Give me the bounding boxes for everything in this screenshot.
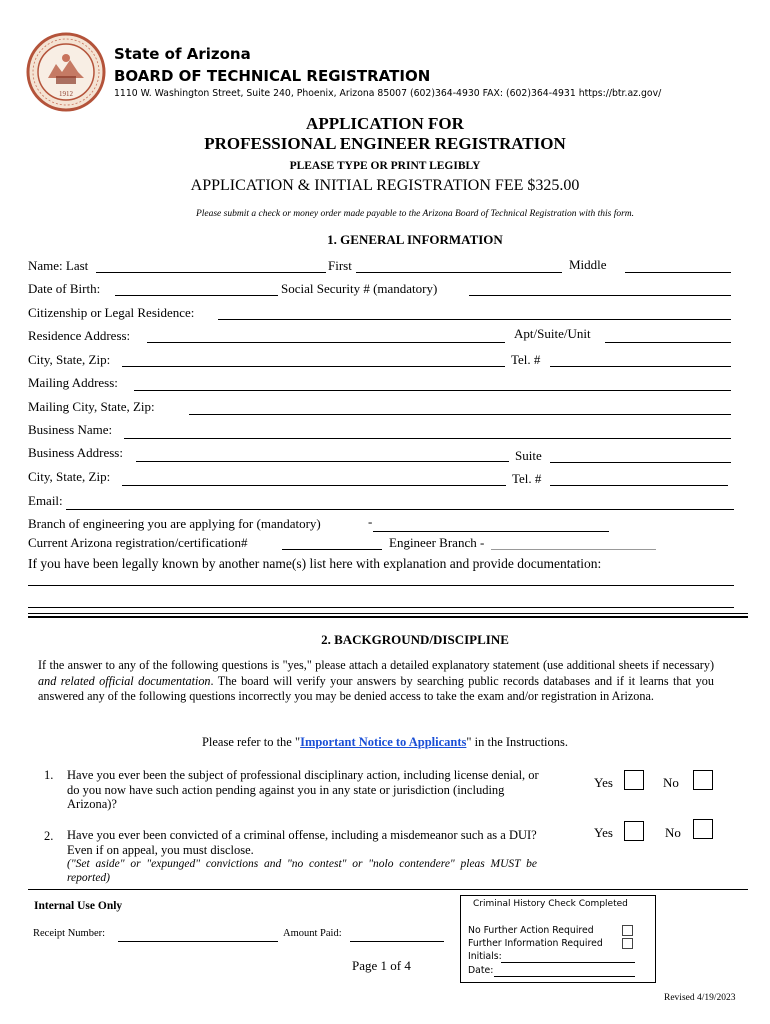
city-label: City, State, Zip: xyxy=(28,352,111,367)
section2-intro xyxy=(38,658,714,705)
q2-number: 2. xyxy=(44,829,54,843)
apt-field[interactable] xyxy=(605,328,731,343)
mailing-address-label: Mailing Address: xyxy=(28,375,118,390)
no-further-action-checkbox[interactable] xyxy=(622,925,633,936)
seal-year: 1912 xyxy=(59,90,73,98)
name-middle-field[interactable] xyxy=(625,258,731,273)
fee-line: APPLICATION & INITIAL REGISTRATION FEE $325.00 xyxy=(190,177,580,194)
q2-no-label: No xyxy=(665,825,681,840)
mailing-city-label: Mailing City, State, Zip: xyxy=(28,399,155,414)
criminal-history-title: Criminal History Check Completed xyxy=(473,899,628,909)
internal-divider xyxy=(28,889,748,890)
amount-paid-label: Amount Paid: xyxy=(283,928,342,939)
city-field[interactable] xyxy=(122,352,505,367)
residence-field[interactable] xyxy=(147,328,505,343)
business-city-label: City, State, Zip: xyxy=(28,469,111,484)
receipt-number-label: Receipt Number: xyxy=(33,928,106,939)
branch-dash: - xyxy=(368,514,373,529)
tel-label: Tel. # xyxy=(511,352,541,367)
current-registration-field[interactable] xyxy=(282,535,382,550)
citizenship-label: Citizenship or Legal Residence: xyxy=(28,305,195,320)
section2-heading: 2. BACKGROUND/DISCIPLINE xyxy=(321,632,509,647)
mailing-address-field[interactable] xyxy=(134,376,731,391)
q1-number: 1. xyxy=(44,768,54,782)
q1-no-label: No xyxy=(663,775,679,790)
dob-field[interactable] xyxy=(115,281,278,296)
submit-note: Please submit a check or money order made payable to the Arizona Board of Technical Registration with this form. xyxy=(195,209,635,219)
branch-field[interactable] xyxy=(373,517,609,532)
intro-part-c: . The board will verify your answers by searching public records databases and if it learns that you answered any of the following questions incorrectly you may be denied access to take the exam and/or registration in Arizona. xyxy=(38,673,714,703)
name-last-field[interactable] xyxy=(96,258,326,273)
ssn-label: Social Security # (mandatory) xyxy=(281,281,438,296)
revised-date: Revised 4/19/2023 xyxy=(664,993,736,1003)
business-tel-label: Tel. # xyxy=(512,471,542,486)
name-first-field[interactable] xyxy=(356,258,562,273)
name-first-label: First xyxy=(328,258,352,273)
business-tel-field[interactable] xyxy=(550,471,728,486)
internal-use-title: Internal Use Only xyxy=(34,900,123,912)
email-field[interactable] xyxy=(66,495,734,510)
section-divider-thick xyxy=(28,616,748,618)
date-label: Date: xyxy=(468,965,494,976)
section1-heading: 1. GENERAL INFORMATION xyxy=(327,232,503,247)
business-name-label: Business Name: xyxy=(28,422,113,437)
state-name: State of Arizona xyxy=(114,45,251,63)
date-field[interactable] xyxy=(494,965,635,977)
q2-text: Have you ever been convicted of a criminal offense, including a misdemeanor such as a DUI? Even if on appeal, you must disclose. xyxy=(67,828,537,857)
other-names-field-1[interactable] xyxy=(28,571,734,586)
q2-yes-label: Yes xyxy=(594,825,613,840)
business-name-field[interactable] xyxy=(124,424,731,439)
form-title-line2: PROFESSIONAL ENGINEER REGISTRATION xyxy=(204,134,566,153)
q1-text: Have you ever been the subject of professional disciplinary action, including license denial, or do you now have such action pending against you in any state or jurisdiction (including Arizona)? xyxy=(67,768,539,811)
amount-paid-field[interactable] xyxy=(350,927,444,942)
refer-post: " in the Instructions. xyxy=(466,735,569,749)
initials-label: Initials: xyxy=(468,951,502,962)
business-address-label: Business Address: xyxy=(28,445,123,460)
business-address-field[interactable] xyxy=(136,447,509,462)
email-label: Email: xyxy=(28,493,63,508)
state-seal xyxy=(26,32,106,112)
receipt-number-field[interactable] xyxy=(118,927,278,942)
page-number: Page 1 of 4 xyxy=(352,958,411,973)
print-legibly: PLEASE TYPE OR PRINT LEGIBLY xyxy=(289,160,481,172)
current-registration-label: Current Arizona registration/certification# xyxy=(28,535,248,550)
apt-label: Apt/Suite/Unit xyxy=(514,326,591,341)
q2-note: ("Set aside" or "expunged" convictions and "no contest" or "nolo contendere" pleas MUST be reported) xyxy=(67,858,537,884)
board-contact: 1110 W. Washington Street, Suite 240, Phoenix, Arizona 85007 (602)364-4930 FAX: (602)364-4931 https://btr.az.gov/ xyxy=(114,88,662,99)
q1-yes-label: Yes xyxy=(594,775,613,790)
q1-yes-checkbox[interactable] xyxy=(624,770,644,790)
suite-field[interactable] xyxy=(550,448,731,463)
board-name: BOARD OF TECHNICAL REGISTRATION xyxy=(114,67,431,85)
tel-field[interactable] xyxy=(550,352,731,367)
further-info-checkbox[interactable] xyxy=(622,938,633,949)
q2-no-checkbox[interactable] xyxy=(693,819,713,839)
residence-label: Residence Address: xyxy=(28,328,131,343)
engineer-branch-field[interactable] xyxy=(491,535,656,550)
suite-label: Suite xyxy=(515,448,542,463)
refer-pre: Please refer to the " xyxy=(201,735,301,749)
engineer-branch-label: Engineer Branch - xyxy=(389,535,485,550)
ssn-field[interactable] xyxy=(469,281,731,296)
section-divider xyxy=(28,613,748,614)
business-city-field[interactable] xyxy=(122,471,506,486)
refer-line xyxy=(0,735,770,750)
q2-yes-checkbox[interactable] xyxy=(624,821,644,841)
further-info-label: Further Information Required xyxy=(468,938,603,949)
other-names-field-2[interactable] xyxy=(28,593,734,608)
form-title-line1: APPLICATION FOR xyxy=(306,114,464,133)
dob-label: Date of Birth: xyxy=(28,281,101,296)
citizenship-field[interactable] xyxy=(218,305,731,320)
mailing-city-field[interactable] xyxy=(189,400,731,415)
name-last-label: Name: Last xyxy=(28,258,89,273)
initials-field[interactable] xyxy=(501,951,635,963)
other-names-label: If you have been legally known by another name(s) list here with explanation and provide documentation: xyxy=(28,556,602,571)
name-middle-label: Middle xyxy=(569,257,607,272)
important-notice-link[interactable]: Important Notice to Applicants xyxy=(300,735,467,749)
q1-no-checkbox[interactable] xyxy=(693,770,713,790)
intro-part-a: If the answer to any of the following questions is "yes," please attach a detailed explanatory statement (use additional sheets if necessary) xyxy=(38,658,714,672)
no-further-action-label: No Further Action Required xyxy=(468,925,594,936)
intro-part-b: and related official documentation xyxy=(38,673,211,688)
branch-label: Branch of engineering you are applying for (mandatory) xyxy=(28,516,321,531)
